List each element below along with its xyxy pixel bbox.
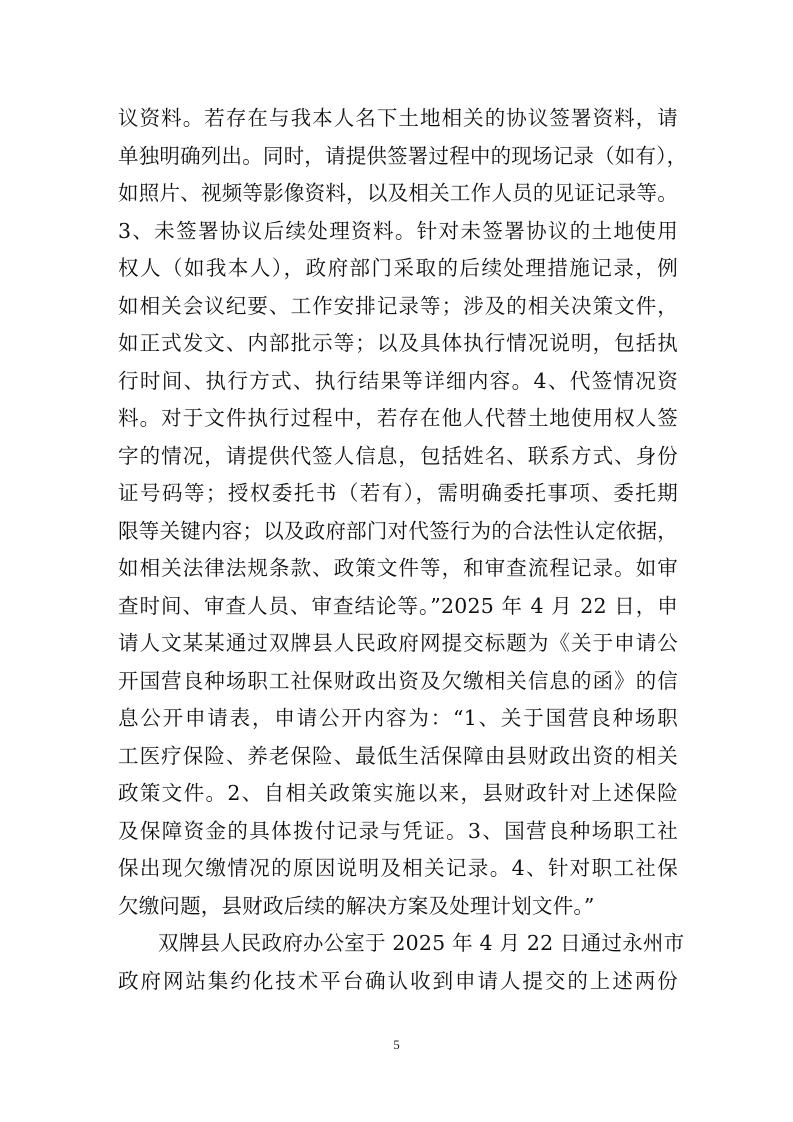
text-line: 单独明确列出。同时，请提供签署过程中的现场记录（如有）， [118, 143, 688, 168]
text-line: 请人文某某通过双牌县人民政府网提交标题为《关于申请公 [118, 631, 678, 655]
text-line: 息公开申请表，申请公开内容为：“1、关于国营良种场职 [118, 706, 678, 730]
paragraph-first-line: 双牌县人民政府办公室于 2025 年 4 月 22 日通过永州市 [158, 931, 685, 955]
text-line: 权人（如我本人），政府部门采取的后续处理措施记录，例 [118, 256, 678, 280]
text-line: 议资料。若存在与我本人名下土地相关的协议签署资料，请 [118, 106, 678, 130]
text-line: 及保障资金的具体拨付记录与凭证。3、国营良种场职工社 [118, 818, 678, 843]
text-line: 查时间、审查人员、审查结论等。”2025 年 4 月 22 日，申 [118, 593, 678, 618]
text-line: 开国营良种场职工社保财政出资及欠缴相关信息的函》的信 [118, 668, 678, 693]
text-line: 如照片、视频等影像资料，以及相关工作人员的见证记录等。 [118, 181, 678, 205]
text-line: 工医疗保险、养老保险、最低生活保障由县财政出资的相关 [118, 743, 678, 768]
text-line: 料。对于文件执行过程中，若存在他人代替土地使用权人签 [118, 406, 678, 430]
page-number: 5 [393, 1037, 400, 1052]
text-line: 如相关会议纪要、工作安排记录等；涉及的相关决策文件， [118, 293, 678, 318]
text-line: 政策文件。2、自相关政策实施以来，县财政针对上述保险 [118, 781, 678, 805]
text-line: 限等关键内容；以及政府部门对代签行为的合法性认定依据， [118, 518, 678, 543]
text-line: 如相关法律法规条款、政策文件等，和审查流程记录。如审 [118, 556, 678, 580]
text-line: 3、未签署协议后续处理资料。针对未签署协议的土地使用 [118, 218, 678, 243]
paragraph-end-line: 欠缴问题，县财政后续的解决方案及处理计划文件。” [118, 893, 595, 918]
text-line: 字的情况，请提供代签人信息，包括姓名、联系方式、身份 [118, 443, 678, 468]
text-line: 政府网站集约化技术平台确认收到申请人提交的上述两份 [118, 968, 678, 993]
text-line: 保出现欠缴情况的原因说明及相关记录。4、针对职工社保 [118, 856, 678, 880]
text-line: 证号码等；授权委托书（若有），需明确委托事项、委托期 [118, 481, 678, 505]
body-text [118, 100, 688, 1000]
text-line: 如正式发文、内部批示等；以及具体执行情况说明，包括执 [118, 331, 678, 355]
text-line: 行时间、执行方式、执行结果等详细内容。4、代签情况资 [118, 368, 678, 393]
